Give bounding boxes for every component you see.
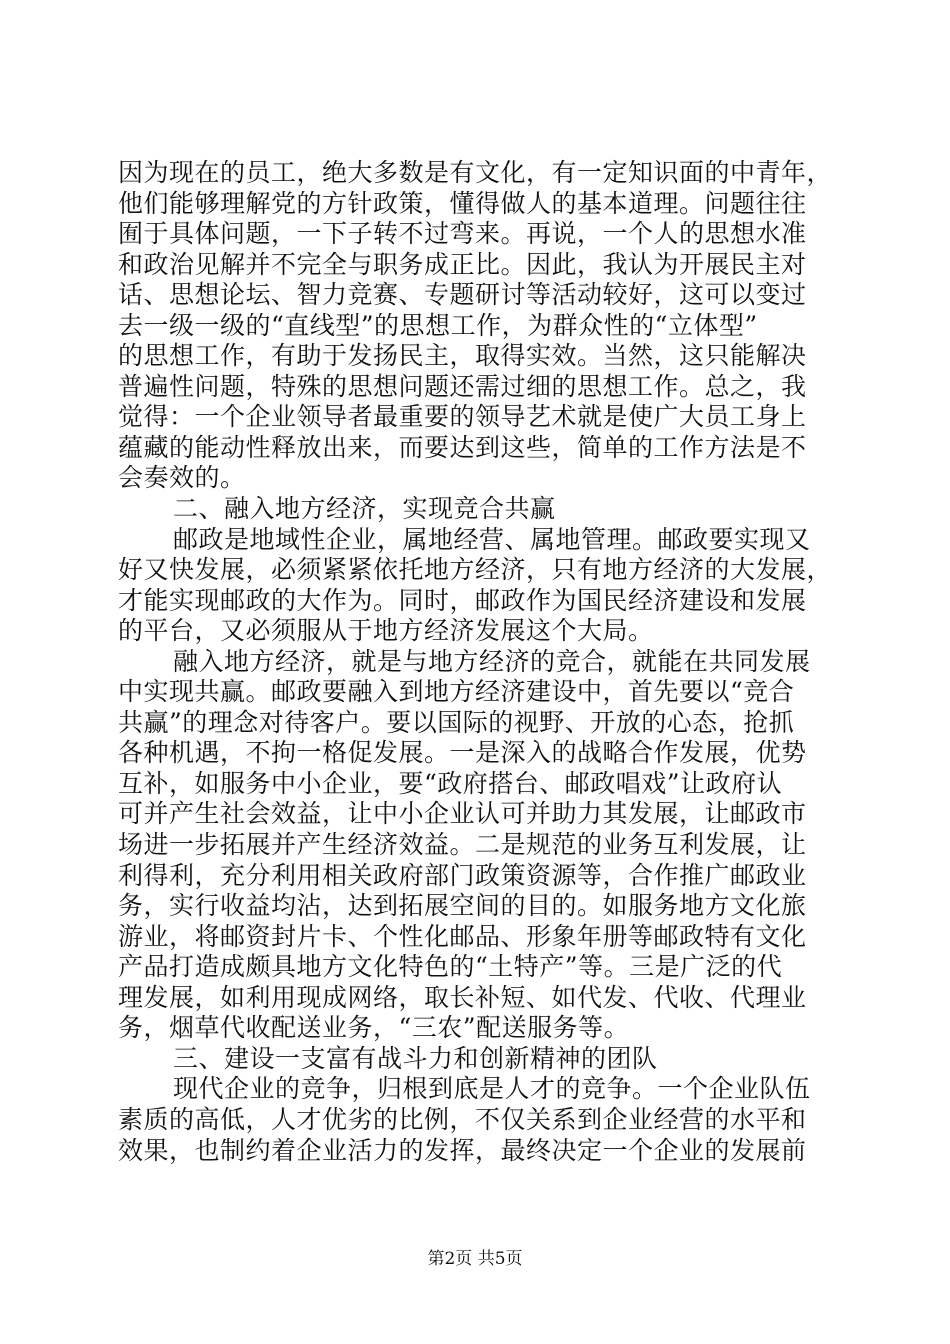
text-line: 融入地方经济，就是与地方经济的竞合，就能在共同发展: [173, 646, 811, 676]
text-line: 共赢”的理念对待客户。要以国际的视野、开放的心态，抢抓: [118, 707, 795, 737]
text-line: 场进一步拓展并产生经济效益。二是规范的业务互利发展，让: [118, 830, 807, 860]
text-line: 效果，也制约着企业活力的发挥，最终决定一个企业的发展前: [118, 1135, 807, 1165]
text-line: 互补，如服务中小企业，要“政府搭台、邮政唱戏”让政府认: [118, 768, 783, 798]
text-line: 可并产生社会效益，让中小企业认可并助力其发展，让邮政市: [118, 799, 807, 829]
text-line: 话、思想论坛、智力竞赛、专题研讨等活动较好，这可以变过: [118, 280, 807, 310]
text-line: 因为现在的员工，绝大多数是有文化，有一定知识面的中青年，: [118, 158, 833, 187]
text-line: 会奏效的。: [118, 463, 246, 493]
text-line: 的平台，又必须服从于地方经济发展这个大局。: [118, 616, 654, 646]
text-line: 普遍性问题，特殊的思想问题还需过细的思想工作。总之，我: [118, 371, 807, 401]
text-line: 务，实行收益均沾，达到拓展空间的目的。如服务地方文化旅: [118, 891, 807, 921]
text-line: 去一级一级的“直线型”的思想工作，为群众性的“立体型”: [118, 310, 758, 340]
page-number-label: 第2页 共5页: [427, 1249, 523, 1269]
text-line: 务，烟草代收配送业务，“三农”配送服务等。: [118, 1013, 630, 1043]
text-line: 各种机遇，不拘一格促发展。一是深入的战略合作发展，优势: [118, 738, 807, 768]
text-line: 觉得：一个企业领导者最重要的领导艺术就是使广大员工身上: [118, 402, 807, 432]
text-line: 利得利，充分利用相关政府部门政策资源等，合作推广邮政业: [118, 860, 807, 890]
text-line: 素质的高低，人才优劣的比例，不仅关系到企业经营的水平和: [118, 1104, 807, 1134]
text-line: 蕴藏的能动性释放出来，而要达到这些，简单的工作方法是不: [118, 432, 807, 462]
text-line: 好又快发展，必须紧紧依托地方经济，只有地方经济的大发展，: [118, 555, 833, 585]
text-line: 游业，将邮资封片卡、个性化邮品、形象年册等邮政特有文化: [118, 921, 807, 951]
text-line: 邮政是地域性企业，属地经营、属地管理。邮政要实现又: [173, 524, 811, 554]
text-line: 三、建设一支富有战斗力和创新精神的团队: [173, 1043, 658, 1073]
page-footer: [0, 1244, 950, 1269]
text-line: 的思想工作，有助于发扬民主，取得实效。当然，这只能解决: [118, 341, 807, 371]
text-line: 产品打造成颇具地方文化特色的“土特产”等。三是广泛的代: [118, 952, 783, 982]
text-line: 中实现共赢。邮政要融入到地方经济建设中，首先要以“竞合: [118, 677, 795, 707]
text-line: 现代企业的竞争，归根到底是人才的竞争。一个企业队伍: [173, 1074, 811, 1104]
text-line: 囿于具体问题，一下子转不过弯来。再说，一个人的思想水准: [118, 219, 807, 249]
text-line: 他们能够理解党的方针政策，懂得做人的基本道理。问题往往: [118, 188, 807, 218]
text-line: 和政治见解并不完全与职务成正比。因此，我认为开展民主对: [118, 249, 807, 279]
text-line: 理发展，如利用现成网络，取长补短、如代发、代收、代理业: [118, 982, 807, 1012]
text-line: 才能实现邮政的大作为。同时，邮政作为国民经济建设和发展: [118, 585, 807, 615]
text-line: 二、融入地方经济，实现竞合共赢: [173, 494, 556, 524]
document-body: [118, 158, 833, 1166]
